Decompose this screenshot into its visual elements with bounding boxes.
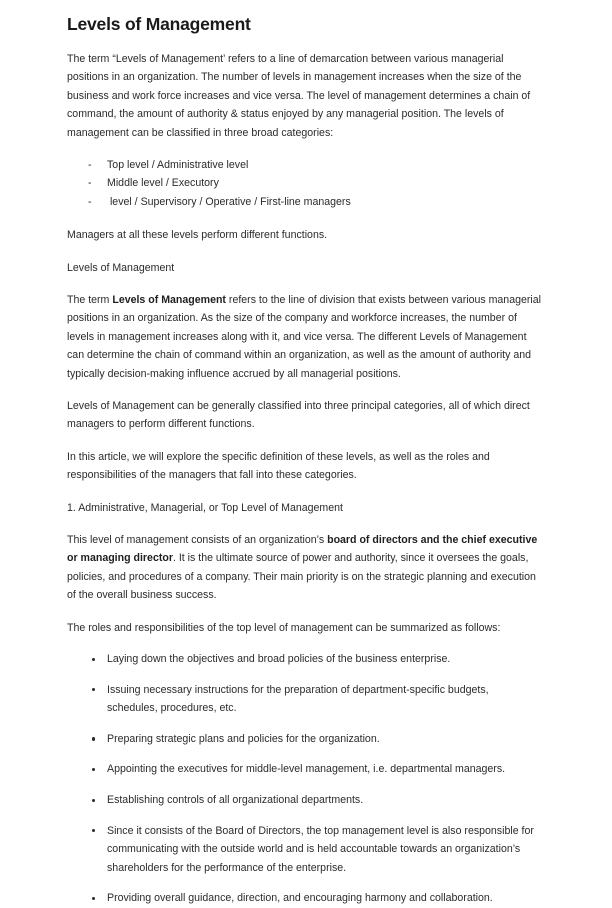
section-heading-top-level: 1. Administrative, Managerial, or Top Level of Management [67,501,343,514]
definition-bold-term: Levels of Management [112,293,226,306]
after-list-line: Managers at all these levels perform different functions. [67,229,328,242]
list-item: - level / Supervisory / Operative / First-line managers [67,193,542,211]
definition-text-after: refers to the line of division that exists between various managerial positions in an organization. As the size of the company and workforce increases, the number of levels in management increases along with it, and vice versa. The different Levels of Management can determine the chain of command within an organization, as well as the amount of authority and typically decision-making influence accrued by all managerial positions. [67,293,542,380]
list-item: Preparing strategic plans and policies for the organization. [67,730,542,749]
roles-responsibilities-list [67,650,542,908]
definition-text-before: The term [67,293,113,306]
roles-intro-paragraph: The roles and responsibilities of the top level of management can be summarized as follows: [67,621,501,634]
top-level-paragraph [67,531,542,605]
list-item: Issuing necessary instructions for the preparation of department-specific budgets, schedules, procedures, etc. [67,681,542,718]
classification-paragraph: Levels of Management can be generally classified into three principal categories, all of which direct managers to perform different functions. [67,399,530,431]
article-scope-paragraph: In this article, we will explore the specific definition of these levels, as well as the roles and responsibilities of the managers that fall into these categories. [67,450,490,482]
top-level-text-before: This level of management consists of an organization’s [67,534,328,546]
page-title: Levels of Management [67,14,251,34]
list-item: - Top level / Administrative level [67,156,542,174]
intro-paragraph: The term “Levels of Management’ refers to a line of demarcation between various managerial positions in an organization. The number of levels in management increases when the size of the business and work force increases and vice versa. The level of management determines a chain of command, the amount of authority & status enjoyed by any managerial position. The levels of management can be classified in three broad categories: [67,52,531,139]
subheading-levels-of-management: Levels of Management [67,261,175,274]
management-category-list [67,156,542,211]
list-item: Laying down the objectives and broad policies of the business enterprise. [67,650,542,669]
top-level-text-after: . It is the ultimate source of power and authority, since it oversees the goals, policies, and procedures of a company. Their main priority is on the strategic planning and execution of the overall business success. [67,552,536,602]
list-item: - Middle level / Executory [67,174,542,192]
definition-paragraph [67,291,542,383]
list-item: Appointing the executives for middle-level management, i.e. departmental managers. [67,760,542,779]
list-item: Providing overall guidance, direction, and encouraging harmony and collaboration. [67,889,542,908]
top-level-bold-term: board of directors and the chief executive or managing director [67,534,538,565]
list-item: Since it consists of the Board of Directors, the top management level is also responsible for communicating with the outside world and is held accountable towards an organization’s shareholders for the performance of the enterprise. [67,822,542,878]
list-item: Establishing controls of all organizational departments. [67,791,542,810]
